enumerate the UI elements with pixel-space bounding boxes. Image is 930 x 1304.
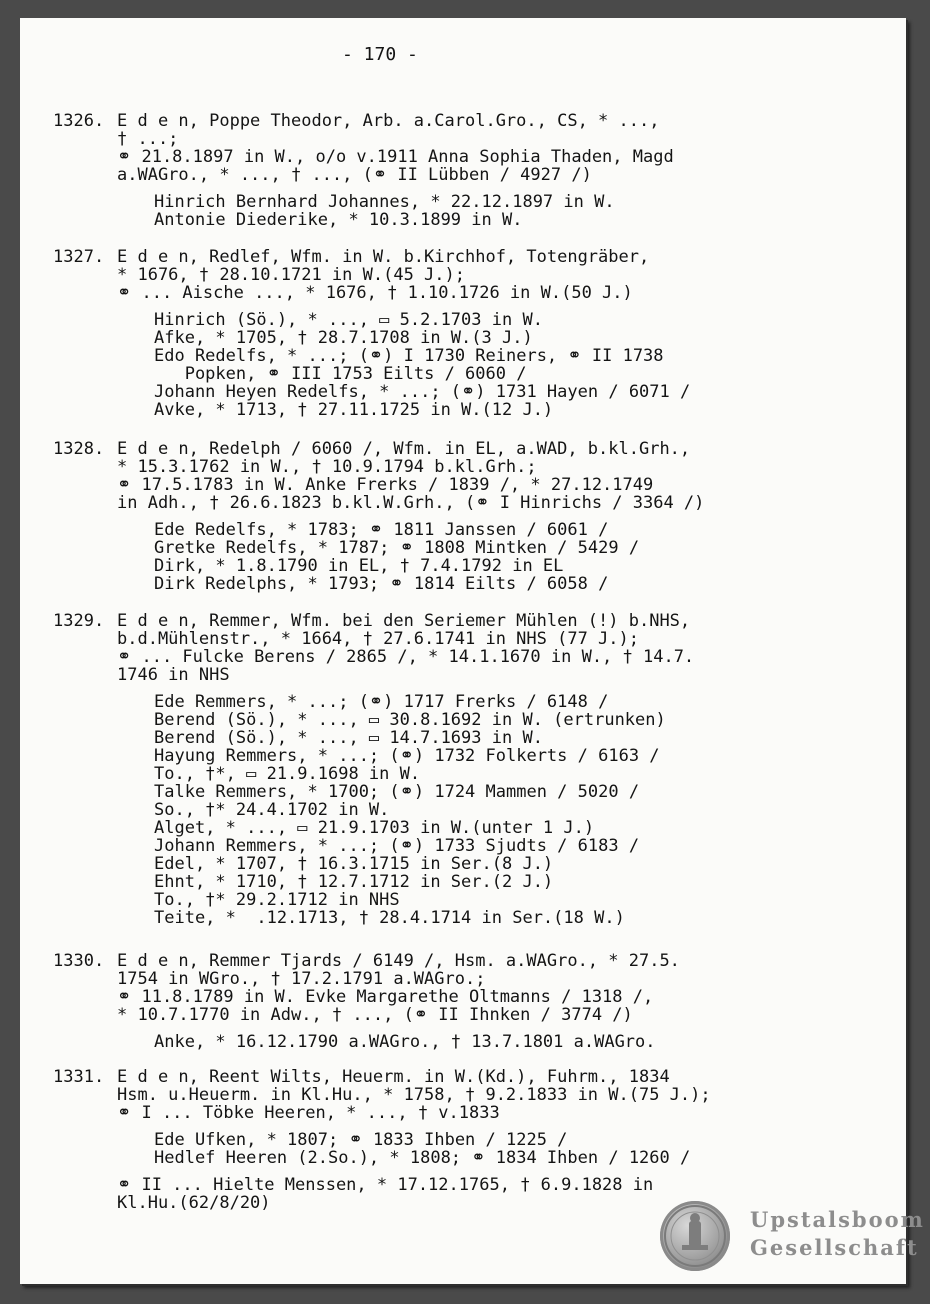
entry-1328 bbox=[53, 440, 704, 593]
document-page bbox=[20, 18, 925, 1284]
child-line: To., †*, ▭ 21.9.1698 in W. bbox=[154, 764, 421, 784]
child-line: Teite, * .12.1713, † 28.4.1714 in Ser.(18 W.) bbox=[154, 908, 625, 928]
child-line: Anke, * 16.12.1790 a.WAGro., † 13.7.1801 a.WAGro. bbox=[154, 1032, 656, 1052]
entry-text-line: ⚭ 11.8.1789 in W. Evke Margarethe Oltmanns / 1318 /, bbox=[117, 987, 654, 1007]
child-line: Ede Remmers, * ...; (⚭) 1717 Frerks / 6148 / bbox=[154, 692, 609, 712]
entry-1330 bbox=[53, 952, 680, 1051]
upstalsboom-logo bbox=[660, 1201, 925, 1277]
child-line: Ehnt, * 1710, † 12.7.1712 in Ser.(2 J.) bbox=[154, 872, 554, 892]
child-line: So., †* 24.4.1702 in W. bbox=[154, 800, 390, 820]
child-line: Hinrich (Sö.), * ..., ▭ 5.2.1703 in W. bbox=[154, 310, 543, 330]
entry-text-line: b.d.Mühlenstr., * 1664, † 27.6.1741 in NHS (77 J.); bbox=[117, 629, 639, 649]
entry-text-line: E d e n, Reent Wilts, Heuerm. in W.(Kd.), Fuhrm., 1834 bbox=[117, 1067, 670, 1087]
child-line: Johann Heyen Redelfs, * ...; (⚭) 1731 Hayen / 6071 / bbox=[154, 382, 691, 402]
entry-number: 1327. bbox=[53, 247, 105, 267]
child-line: Dirk Redelphs, * 1793; ⚭ 1814 Eilts / 6058 / bbox=[154, 574, 609, 594]
child-line: Johann Remmers, * ...; (⚭) 1733 Sjudts / 6183 / bbox=[154, 836, 640, 856]
typed-genealogy-page bbox=[20, 18, 925, 1284]
entry-number: 1326. bbox=[53, 111, 105, 131]
child-line: Hinrich Bernhard Johannes, * 22.12.1897 in W. bbox=[154, 192, 615, 212]
child-line: Hayung Remmers, * ...; (⚭) 1732 Folkerts / 6163 / bbox=[154, 746, 660, 766]
entry-1326 bbox=[53, 112, 674, 229]
entry-text-line: * 10.7.1770 in Adw., † ..., (⚭ II Ihnken / 3774 /) bbox=[117, 1005, 633, 1025]
child-line: Popken, ⚭ III 1753 Eilts / 6060 / bbox=[154, 364, 527, 384]
child-line: To., †* 29.2.1712 in NHS bbox=[154, 890, 400, 910]
entry-text-line: a.WAGro., * ..., † ..., (⚭ II Lübben / 4927 /) bbox=[117, 165, 592, 185]
entry-text-line: ⚭ ... Fulcke Berens / 2865 /, * 14.1.1670 in W., † 14.7. bbox=[117, 647, 695, 667]
seal-icon bbox=[660, 1201, 730, 1271]
entry-text-line: Hsm. u.Heuerm. in Kl.Hu., * 1758, † 9.2.1833 in W.(75 J.); bbox=[117, 1085, 711, 1105]
child-line: Edel, * 1707, † 16.3.1715 in Ser.(8 J.) bbox=[154, 854, 554, 874]
entry-text-line: 1754 in WGro., † 17.2.1791 a.WAGro.; bbox=[117, 969, 486, 989]
entry-1329 bbox=[53, 612, 694, 927]
child-line: Hedlef Heeren (2.So.), * 1808; ⚭ 1834 Ihben / 1260 / bbox=[154, 1148, 691, 1168]
child-line: Gretke Redelfs, * 1787; ⚭ 1808 Mintken / 5429 / bbox=[154, 538, 640, 558]
entry-number: 1328. bbox=[53, 439, 105, 459]
entry-text-line: E d e n, Remmer, Wfm. bei den Seriemer Mühlen (!) b.NHS, bbox=[117, 611, 691, 631]
child-line: Berend (Sö.), * ..., ▭ 30.8.1692 in W. (ertrunken) bbox=[154, 710, 666, 730]
page-number: - 170 - bbox=[342, 44, 418, 65]
entry-number: 1330. bbox=[53, 951, 105, 971]
entry-text-line: * 1676, † 28.10.1721 in W.(45 J.); bbox=[117, 265, 465, 285]
child-line: Afke, * 1705, † 28.7.1708 in W.(3 J.) bbox=[154, 328, 533, 348]
entry-text-line: in Adh., † 26.6.1823 b.kl.W.Grh., (⚭ I Hinrichs / 3364 /) bbox=[117, 493, 705, 513]
entry-text-line: Kl.Hu.(62/8/20) bbox=[117, 1193, 271, 1213]
child-line: Antonie Diederike, * 10.3.1899 in W. bbox=[154, 210, 523, 230]
entry-text-line: * 15.3.1762 in W., † 10.9.1794 b.kl.Grh.; bbox=[117, 457, 537, 477]
entry-text-line: ⚭ 21.8.1897 in W., o/o v.1911 Anna Sophia Thaden, Magd bbox=[117, 147, 674, 167]
child-line: Berend (Sö.), * ..., ▭ 14.7.1693 in W. bbox=[154, 728, 543, 748]
entry-text-line: E d e n, Redlef, Wfm. in W. b.Kirchhof, Totengräber, bbox=[117, 247, 650, 267]
entry-text-line: ⚭ I ... Töbke Heeren, * ..., † v.1833 bbox=[117, 1103, 500, 1123]
logo-text-line2: Gesellschaft bbox=[750, 1235, 919, 1260]
logo-text-line1: Upstalsboom bbox=[750, 1207, 925, 1232]
child-line: Ede Redelfs, * 1783; ⚭ 1811 Janssen / 6061 / bbox=[154, 520, 609, 540]
entry-1327 bbox=[53, 248, 690, 419]
entry-number: 1331. bbox=[53, 1067, 105, 1087]
child-line: Ede Ufken, * 1807; ⚭ 1833 Ihben / 1225 / bbox=[154, 1130, 568, 1150]
entry-text-line: E d e n, Poppe Theodor, Arb. a.Carol.Gro., CS, * ..., bbox=[117, 111, 660, 131]
entry-1331 bbox=[53, 1068, 711, 1212]
entry-text-line: ⚭ 17.5.1783 in W. Anke Frerks / 1839 /, * 27.12.1749 bbox=[117, 475, 654, 495]
entry-text-line: E d e n, Redelph / 6060 /, Wfm. in EL, a.WAD, b.kl.Grh., bbox=[117, 439, 691, 459]
child-line: Dirk, * 1.8.1790 in EL, † 7.4.1792 in EL bbox=[154, 556, 564, 576]
child-line: Talke Remmers, * 1700; (⚭) 1724 Mammen / 5020 / bbox=[154, 782, 640, 802]
entry-number: 1329. bbox=[53, 611, 105, 631]
entry-text-line: † ...; bbox=[117, 129, 179, 149]
entry-text-line: ⚭ ... Aische ..., * 1676, † 1.10.1726 in W.(50 J.) bbox=[117, 283, 633, 303]
child-line: Edo Redelfs, * ...; (⚭) I 1730 Reiners, ⚭ II 1738 bbox=[154, 346, 664, 366]
entry-text-line: 1746 in NHS bbox=[117, 665, 230, 685]
child-line: Alget, * ..., ▭ 21.9.1703 in W.(unter 1 J.) bbox=[154, 818, 595, 838]
child-line: Avke, * 1713, † 27.11.1725 in W.(12 J.) bbox=[154, 400, 554, 420]
entry-text-line: E d e n, Remmer Tjards / 6149 /, Hsm. a.WAGro., * 27.5. bbox=[117, 951, 680, 971]
entry-text-line: ⚭ II ... Hielte Menssen, * 17.12.1765, † 6.9.1828 in bbox=[117, 1175, 654, 1195]
